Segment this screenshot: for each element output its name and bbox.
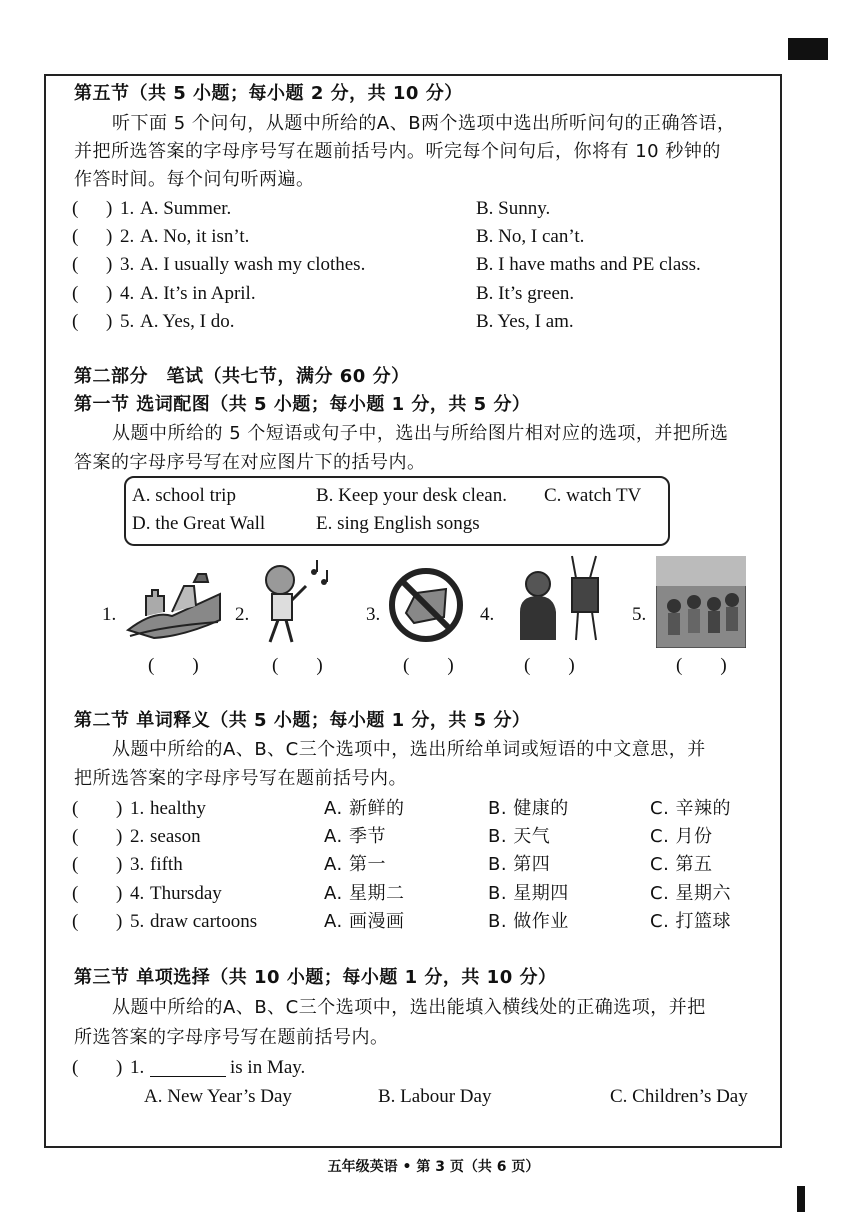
option-c: C. 月份 (650, 826, 713, 847)
picture-answer-parens[interactable]: ( ) (676, 655, 727, 676)
answer-paren-open[interactable]: ( (72, 826, 79, 847)
picture-answer-parens[interactable]: ( ) (403, 655, 454, 676)
answer-paren-close: ) (106, 283, 113, 304)
word-bank-option-e: E. sing English songs (316, 513, 480, 534)
question-stem: is in May. (230, 1057, 306, 1078)
option-a: A. Summer. (140, 198, 232, 219)
option-b: B. I have maths and PE class. (476, 254, 701, 275)
answer-paren-open[interactable]: ( (72, 883, 79, 904)
picture-number: 3. (366, 604, 381, 625)
option-c: C. 星期六 (650, 883, 732, 904)
option-a: A. I usually wash my clothes. (140, 254, 366, 275)
option-a: A. 季节 (324, 826, 386, 847)
answer-paren-close: ) (106, 226, 113, 247)
section5-instruction-line2: 并把所选答案的字母序号写在题前括号内。听完每个问句后，你将有 10 秒钟的 (74, 141, 721, 162)
vocabulary-word: Thursday (150, 883, 222, 904)
word-bank-option-b: B. Keep your desk clean. (316, 485, 507, 506)
option-b: B. No, I can’t. (476, 226, 585, 247)
question-number: 4. (130, 883, 145, 904)
picture-number: 1. (102, 604, 117, 625)
option-b: B. 第四 (488, 854, 551, 875)
question-number: 1. (130, 798, 145, 819)
picture-number: 4. (480, 604, 495, 625)
section5-instruction-line1: 听下面 5 个问句，从题中所给的A、B两个选项中选出所听问句的正确答语， (112, 113, 736, 134)
question-number: 2. (120, 226, 135, 247)
section5-title: 第五节（共 5 小题；每小题 2 分，共 10 分） (74, 83, 463, 104)
answer-paren-close: ) (116, 826, 123, 847)
word-bank-option-c: C. watch TV (544, 485, 642, 506)
answer-paren-close: ) (116, 911, 123, 932)
option-c: C. Children’s Day (610, 1086, 748, 1107)
answer-paren-open[interactable]: ( (72, 854, 79, 875)
answer-paren-close: ) (106, 198, 113, 219)
fill-in-blank-line[interactable] (150, 1076, 226, 1077)
vocabulary-word: fifth (150, 854, 183, 875)
picture-answer-parens[interactable]: ( ) (272, 655, 323, 676)
answer-paren-close: ) (116, 798, 123, 819)
answer-paren-open[interactable]: ( (72, 226, 79, 247)
option-b: B. 健康的 (488, 798, 569, 819)
question-number: 3. (120, 254, 135, 275)
vocabulary-word: draw cartoons (150, 911, 258, 932)
question-number: 1. (130, 1057, 145, 1078)
option-c: C. 辛辣的 (650, 798, 732, 819)
section1-instruction-line1: 从题中所给的 5 个短语或句子中，选出与所给图片相对应的选项，并把所选 (112, 423, 729, 444)
answer-paren-open[interactable]: ( (72, 911, 79, 932)
question-number: 3. (130, 854, 145, 875)
page-footer: 五年级英语 • 第 3 页（共 6 页） (327, 1159, 540, 1175)
answer-paren-close: ) (106, 254, 113, 275)
answer-paren-open[interactable]: ( (72, 283, 79, 304)
question-number: 4. (120, 283, 135, 304)
section2-instruction-line2: 把所选答案的字母序号写在题前括号内。 (74, 768, 407, 789)
answer-paren-open[interactable]: ( (72, 311, 79, 332)
answer-paren-close: ) (116, 854, 123, 875)
word-bank-option-a: A. school trip (132, 485, 236, 506)
question-number: 5. (120, 311, 135, 332)
singing-boy-icon (254, 556, 334, 648)
part2-title: 第二部分 笔试（共七节，满分 60 分） (74, 366, 410, 387)
option-a: A. It’s in April. (140, 283, 256, 304)
answer-paren-close: ) (116, 1057, 123, 1078)
no-messy-desk-icon (386, 565, 466, 645)
option-a: A. Yes, I do. (140, 311, 235, 332)
option-c: C. 第五 (650, 854, 713, 875)
section5-instruction-line3: 作答时间。每个问句听两遍。 (74, 169, 315, 190)
watching-tv-icon (506, 552, 606, 648)
vocabulary-word: healthy (150, 798, 206, 819)
option-c: C. 打篮球 (650, 911, 732, 932)
picture-number: 2. (235, 604, 250, 625)
picture-answer-parens[interactable]: ( ) (148, 655, 199, 676)
vocabulary-word: season (150, 826, 201, 847)
option-b: B. 天气 (488, 826, 551, 847)
option-b: B. 星期四 (488, 883, 569, 904)
section2-instruction-line1: 从题中所给的A、B、C三个选项中，选出所给单词或短语的中文意思，并 (112, 739, 706, 760)
answer-paren-open[interactable]: ( (72, 798, 79, 819)
school-trip-icon (656, 556, 746, 648)
option-b: B. Labour Day (378, 1086, 492, 1107)
section2-title: 第二节 单词释义（共 5 小题；每小题 1 分，共 5 分） (74, 710, 531, 731)
option-b: B. Sunny. (476, 198, 551, 219)
great-wall-icon (124, 566, 224, 640)
option-b: B. It’s green. (476, 283, 575, 304)
picture-answer-parens[interactable]: ( ) (524, 655, 575, 676)
section1-title: 第一节 选词配图（共 5 小题；每小题 1 分，共 5 分） (74, 394, 531, 415)
question-number: 1. (120, 198, 135, 219)
corner-registration-mark (788, 38, 828, 60)
option-b: B. Yes, I am. (476, 311, 574, 332)
question-number: 2. (130, 826, 145, 847)
answer-paren-open[interactable]: ( (72, 198, 79, 219)
bottom-registration-mark (797, 1186, 805, 1212)
option-a: A. 画漫画 (324, 911, 405, 932)
option-a: A. 新鲜的 (324, 798, 405, 819)
option-a: A. 第一 (324, 854, 386, 875)
option-a: A. New Year’s Day (144, 1086, 292, 1107)
option-a: A. 星期二 (324, 883, 405, 904)
answer-paren-open[interactable]: ( (72, 254, 79, 275)
section1-instruction-line2: 答案的字母序号写在对应图片下的括号内。 (74, 452, 426, 473)
word-bank-option-d: D. the Great Wall (132, 513, 266, 534)
section3-title: 第三节 单项选择（共 10 小题；每小题 1 分，共 10 分） (74, 967, 557, 988)
answer-paren-close: ) (106, 311, 113, 332)
picture-number: 5. (632, 604, 647, 625)
question-number: 5. (130, 911, 145, 932)
option-a: A. No, it isn’t. (140, 226, 250, 247)
section3-instruction-line2: 所选答案的字母序号写在题前括号内。 (74, 1027, 389, 1048)
answer-paren-close: ) (116, 883, 123, 904)
answer-paren-open[interactable]: ( (72, 1057, 79, 1078)
section3-instruction-line1: 从题中所给的A、B、C三个选项中，选出能填入横线处的正确选项，并把 (112, 997, 706, 1018)
option-b: B. 做作业 (488, 911, 569, 932)
